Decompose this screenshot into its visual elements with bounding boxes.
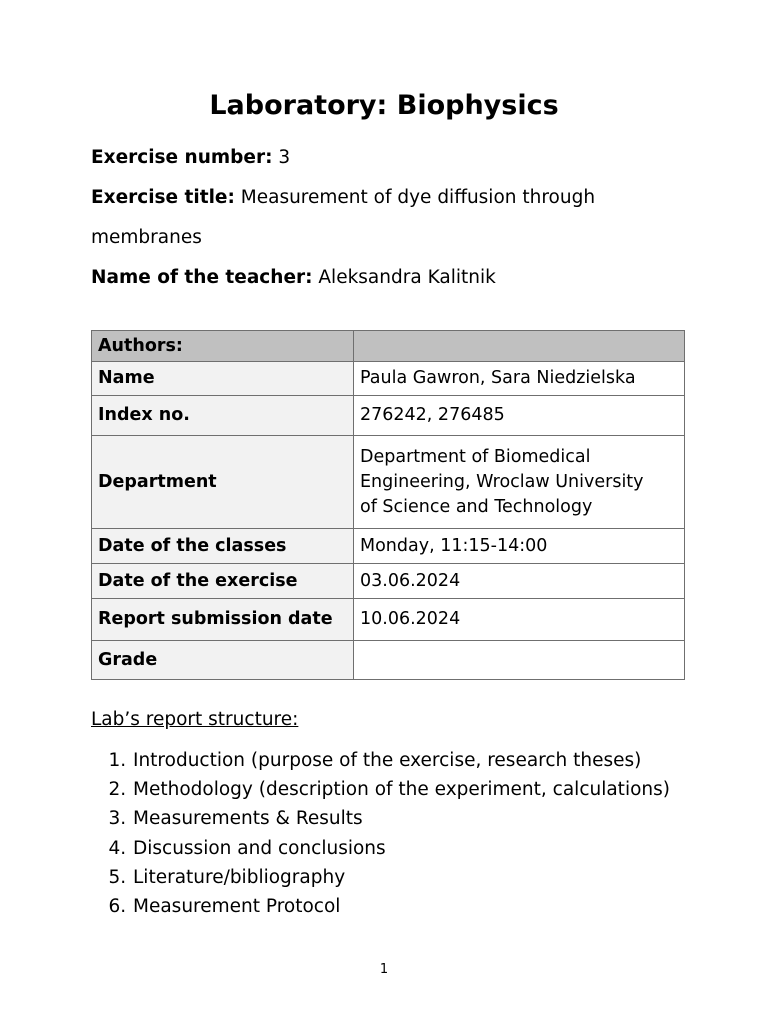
exercise-title-value-line2: membranes [91, 227, 202, 248]
grade-value [354, 641, 685, 680]
exercise-number-value: 3 [278, 147, 291, 168]
report-structure-heading: Lab’s report structure: [91, 709, 299, 730]
exercise-number-line [91, 145, 691, 171]
department-value-line: Engineering, Wroclaw University [360, 471, 644, 492]
exercise-date-value: 03.06.2024 [354, 564, 685, 599]
teacher-line [91, 265, 691, 291]
exercise-title-continuation [91, 225, 691, 251]
exercise-title-line [91, 185, 691, 211]
page-number: 1 [379, 962, 389, 977]
exercise-number-label: Exercise number: [91, 147, 273, 168]
name-label: Name [92, 362, 354, 396]
table-row [92, 362, 685, 396]
department-value-line: Department of Biomedical [360, 446, 591, 467]
submission-date-label: Report submission date [92, 599, 354, 641]
teacher-label: Name of the teacher: [91, 267, 313, 288]
department-value-line: of Science and Technology [360, 496, 593, 517]
classes-date-value: Monday, 11:15-14:00 [354, 529, 685, 564]
list-item: 6. Measurement Protocol [132, 892, 670, 921]
report-info-table [91, 330, 685, 680]
index-label: Index no. [92, 396, 354, 436]
classes-date-label: Date of the classes [92, 529, 354, 564]
page-title: Laboratory: Biophysics [209, 90, 559, 121]
table-row [92, 529, 685, 564]
teacher-value: Aleksandra Kalitnik [318, 267, 496, 288]
index-value: 276242, 276485 [354, 396, 685, 436]
list-item: 5. Literature/bibliography [132, 863, 670, 892]
department-label: Department [92, 436, 354, 529]
list-item: 1. Introduction (purpose of the exercise, research theses) [132, 746, 670, 775]
table-header-row [92, 331, 685, 362]
exercise-title-value: Measurement of dye diffusion through [240, 187, 596, 208]
list-item: 4. Discussion and conclusions [132, 834, 670, 863]
department-value [354, 436, 685, 529]
table-row [92, 564, 685, 599]
table-row [92, 599, 685, 641]
table-row [92, 641, 685, 680]
list-item: 3. Measurements & Results [132, 804, 670, 833]
exercise-date-label: Date of the exercise [92, 564, 354, 599]
grade-label: Grade [92, 641, 354, 680]
submission-date-value: 10.06.2024 [354, 599, 685, 641]
report-structure-list [91, 746, 670, 921]
table-row [92, 436, 685, 529]
table-row [92, 396, 685, 436]
list-item: 2. Methodology (description of the experiment, calculations) [132, 775, 670, 804]
authors-header-cell: Authors: [92, 331, 354, 362]
authors-header-empty-cell [354, 331, 685, 362]
name-value: Paula Gawron, Sara Niedzielska [354, 362, 685, 396]
exercise-title-label: Exercise title: [91, 187, 235, 208]
